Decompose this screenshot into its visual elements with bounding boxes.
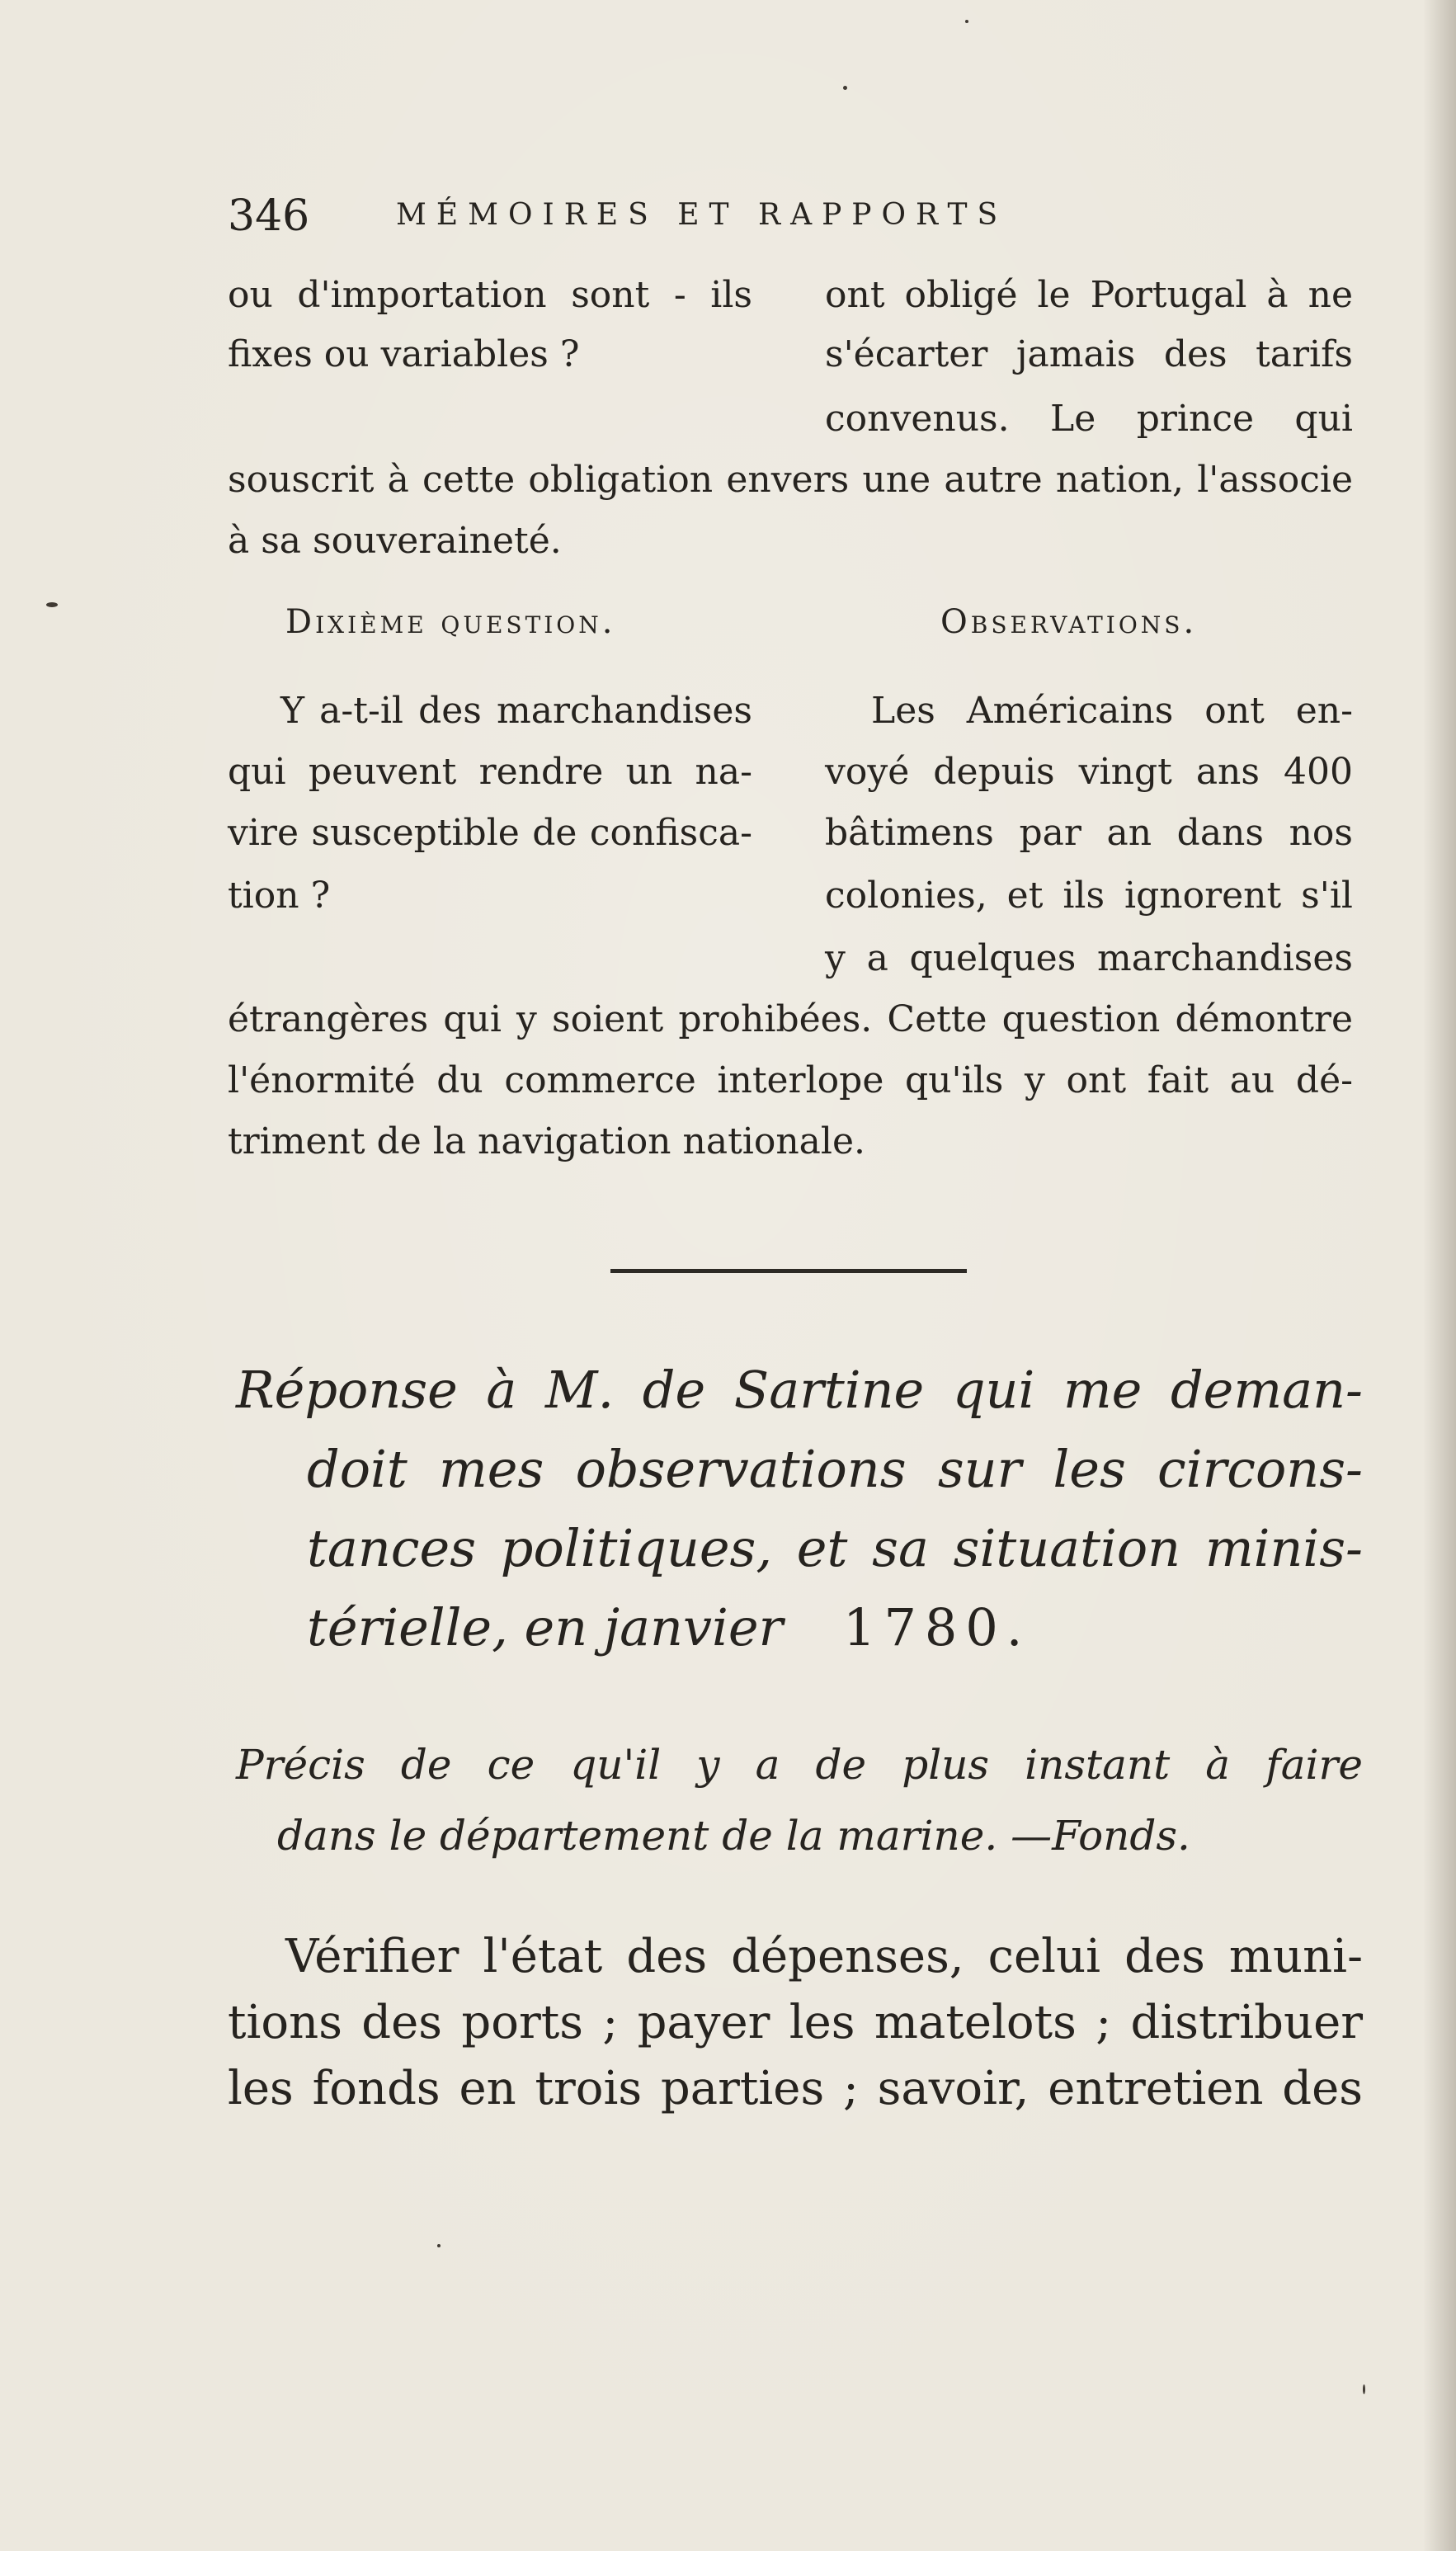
question-line: qui peuvent rendre un na- [228, 751, 752, 793]
full-width-line: triment de la navigation nationale. [228, 1120, 865, 1162]
observation-line: y a quelques marchandises [825, 937, 1353, 979]
paper-speck [437, 2244, 441, 2247]
section-divider [610, 1269, 967, 1273]
body-line: Vérifier l'état des dépenses, celui des muni- [285, 1930, 1363, 1983]
observation-line: colonies, et ils ignorent s'il [825, 875, 1353, 917]
observation-line: voyé depuis vingt ans 400 [825, 751, 1353, 793]
question-heading: Dixième question. [285, 603, 616, 641]
page-number: 346 [228, 191, 310, 241]
full-width-line: l'énormité du commerce interlope qu'ils y ont fait au dé- [228, 1059, 1353, 1101]
full-width-line: à sa souveraineté. [228, 520, 562, 562]
response-title-line: térielle, en janvier [307, 1597, 784, 1657]
question-line: tion ? [228, 875, 331, 917]
observation-line: bâtimens par an dans nos [825, 812, 1353, 854]
subtitle-line: dans le département de la marine. —Fonds. [277, 1812, 1190, 1860]
page-edge-shadow [1423, 0, 1456, 2551]
body-line: les fonds en trois parties ; savoir, entretien des [228, 2062, 1363, 2115]
observations-heading: Observations. [940, 603, 1198, 641]
body-line: tions des ports ; payer les matelots ; distribuer [228, 1996, 1363, 2049]
right-column-line: convenus. Le prince qui [825, 398, 1353, 440]
full-width-line: étrangères qui y soient prohibées. Cette question démontre [228, 998, 1353, 1040]
paper-speck [843, 86, 847, 90]
left-column-line: ou d'importation sont - ils [228, 274, 752, 316]
paper-speck [1363, 2384, 1365, 2394]
response-title-line: tances politiques, et sa situation minis- [307, 1518, 1363, 1578]
paper-speck [46, 602, 58, 607]
full-width-line: souscrit à cette obligation envers une autre nation, l'associe [228, 459, 1353, 501]
response-title-line: doit mes observations sur les circons- [307, 1439, 1363, 1499]
response-title-year: 1780. [843, 1597, 1031, 1657]
subtitle-line: Précis de ce qu'il y a de plus instant à faire [236, 1741, 1363, 1789]
question-line: Y a-t-il des marchandises [280, 690, 752, 732]
right-column-line: ont obligé le Portugal à ne [825, 274, 1353, 316]
response-title-line: Réponse à M. de Sartine qui me deman- [236, 1360, 1363, 1420]
left-column-line: fixes ou variables ? [228, 333, 580, 375]
right-column-line: s'écarter jamais des tarifs [825, 333, 1353, 375]
observation-line: Les Américains ont en- [871, 690, 1353, 732]
paper-speck [965, 20, 968, 23]
running-title: MÉMOIRES ET RAPPORTS [396, 198, 1008, 232]
question-line: vire susceptible de confisca- [228, 812, 752, 854]
